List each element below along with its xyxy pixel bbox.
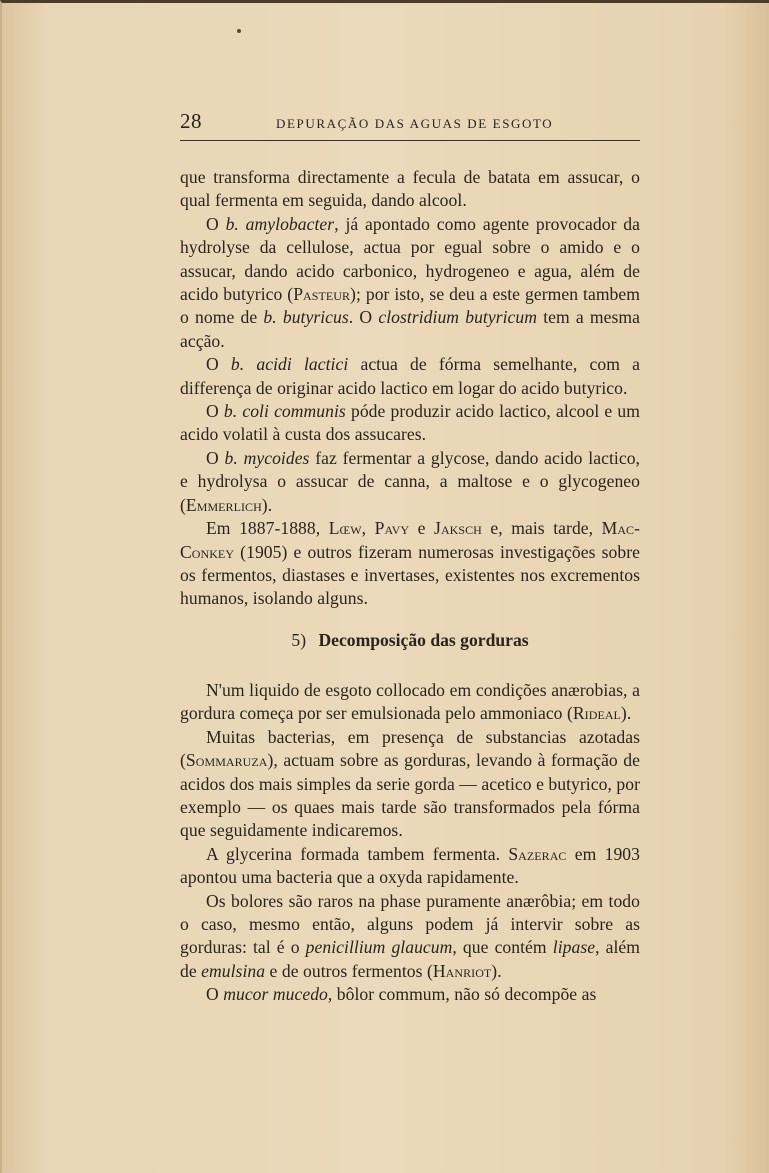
body-text-lower (180, 679, 640, 1007)
ink-spot (237, 29, 241, 33)
section-heading (180, 630, 640, 651)
header-rule (180, 140, 640, 141)
paragraph: A glycerina formada tambem fermenta. Sazerac em 1903 apontou uma bacteria que a oxyda rapidamente. (180, 843, 640, 888)
body-text-upper (180, 166, 640, 611)
paragraph: O b. acidi lactici actua de fórma semelhante, com a differença de originar acido lactico em logar do acido butyrico. (180, 354, 640, 398)
paragraph: O mucor mucedo, bôlor commum, não só decompõe as (206, 984, 597, 1005)
paragraph: N'um liquido de esgoto collocado em condições anærobias, a gordura começa por ser emulsionada pelo ammoniaco (Rideal). (180, 680, 640, 724)
paragraph: Em 1887-1888, Lœw, Pavy e Jaksch e, mais tarde, Mac-Conkey (1905) e outros fizeram numerosas investigações sobre os fermentos, diastases e invertases, existentes nos excrementos humanos, isolando alguns. (180, 518, 641, 609)
section-number: 5) (291, 630, 307, 650)
paragraph: que transforma directamente a fecula de batata em assucar, o qual fermenta em seguida, dando alcool. (180, 167, 640, 211)
paragraph: Muitas bacterias, em presença de substancias azotadas (Sommaruza), actuam sobre as gorduras, levando à formação de acidos dos mais simples da serie gorda — acetico e butyrico, por exemplo — os quaes mais tarde são transformados pela fórma que seguidamente indicaremos. (180, 726, 640, 841)
section-title: Decomposição das gorduras (318, 630, 529, 650)
paragraph: O b. coli communis póde produzir acido lactico, alcool e um acido volatil à custa dos assucares. (180, 401, 640, 445)
page-number: 28 (180, 109, 202, 133)
running-title: DEPURAÇÃO DAS AGUAS DE ESGOTO (276, 116, 554, 131)
paragraph: O b. amylobacter, já apontado como agente provocador da hydrolyse da cellulose, actua por egual sobre o amido e o assucar, dando acido carbonico, hydrogeneo e agua, além de acido butyrico (Pasteur); por isto, se deu a este germen tambem o nome de b. butyricus. O clostridium butyricum tem a mesma acção. (180, 213, 641, 351)
running-head (180, 109, 640, 135)
paragraph: Os bolores são raros na phase puramente anærôbia; em todo o caso, mesmo então, alguns podem já intervir sobre as gorduras: tal é o penicillium glaucum, que contém lipase, além de emulsina e de outros fermentos (Hanriot). (180, 890, 640, 981)
paragraph: O b. mycoides faz fermentar a glycose, dando acido lactico, e hydrolysa o assucar de canna, a maltose e o glycogeneo (Emmerlich). (180, 447, 640, 515)
